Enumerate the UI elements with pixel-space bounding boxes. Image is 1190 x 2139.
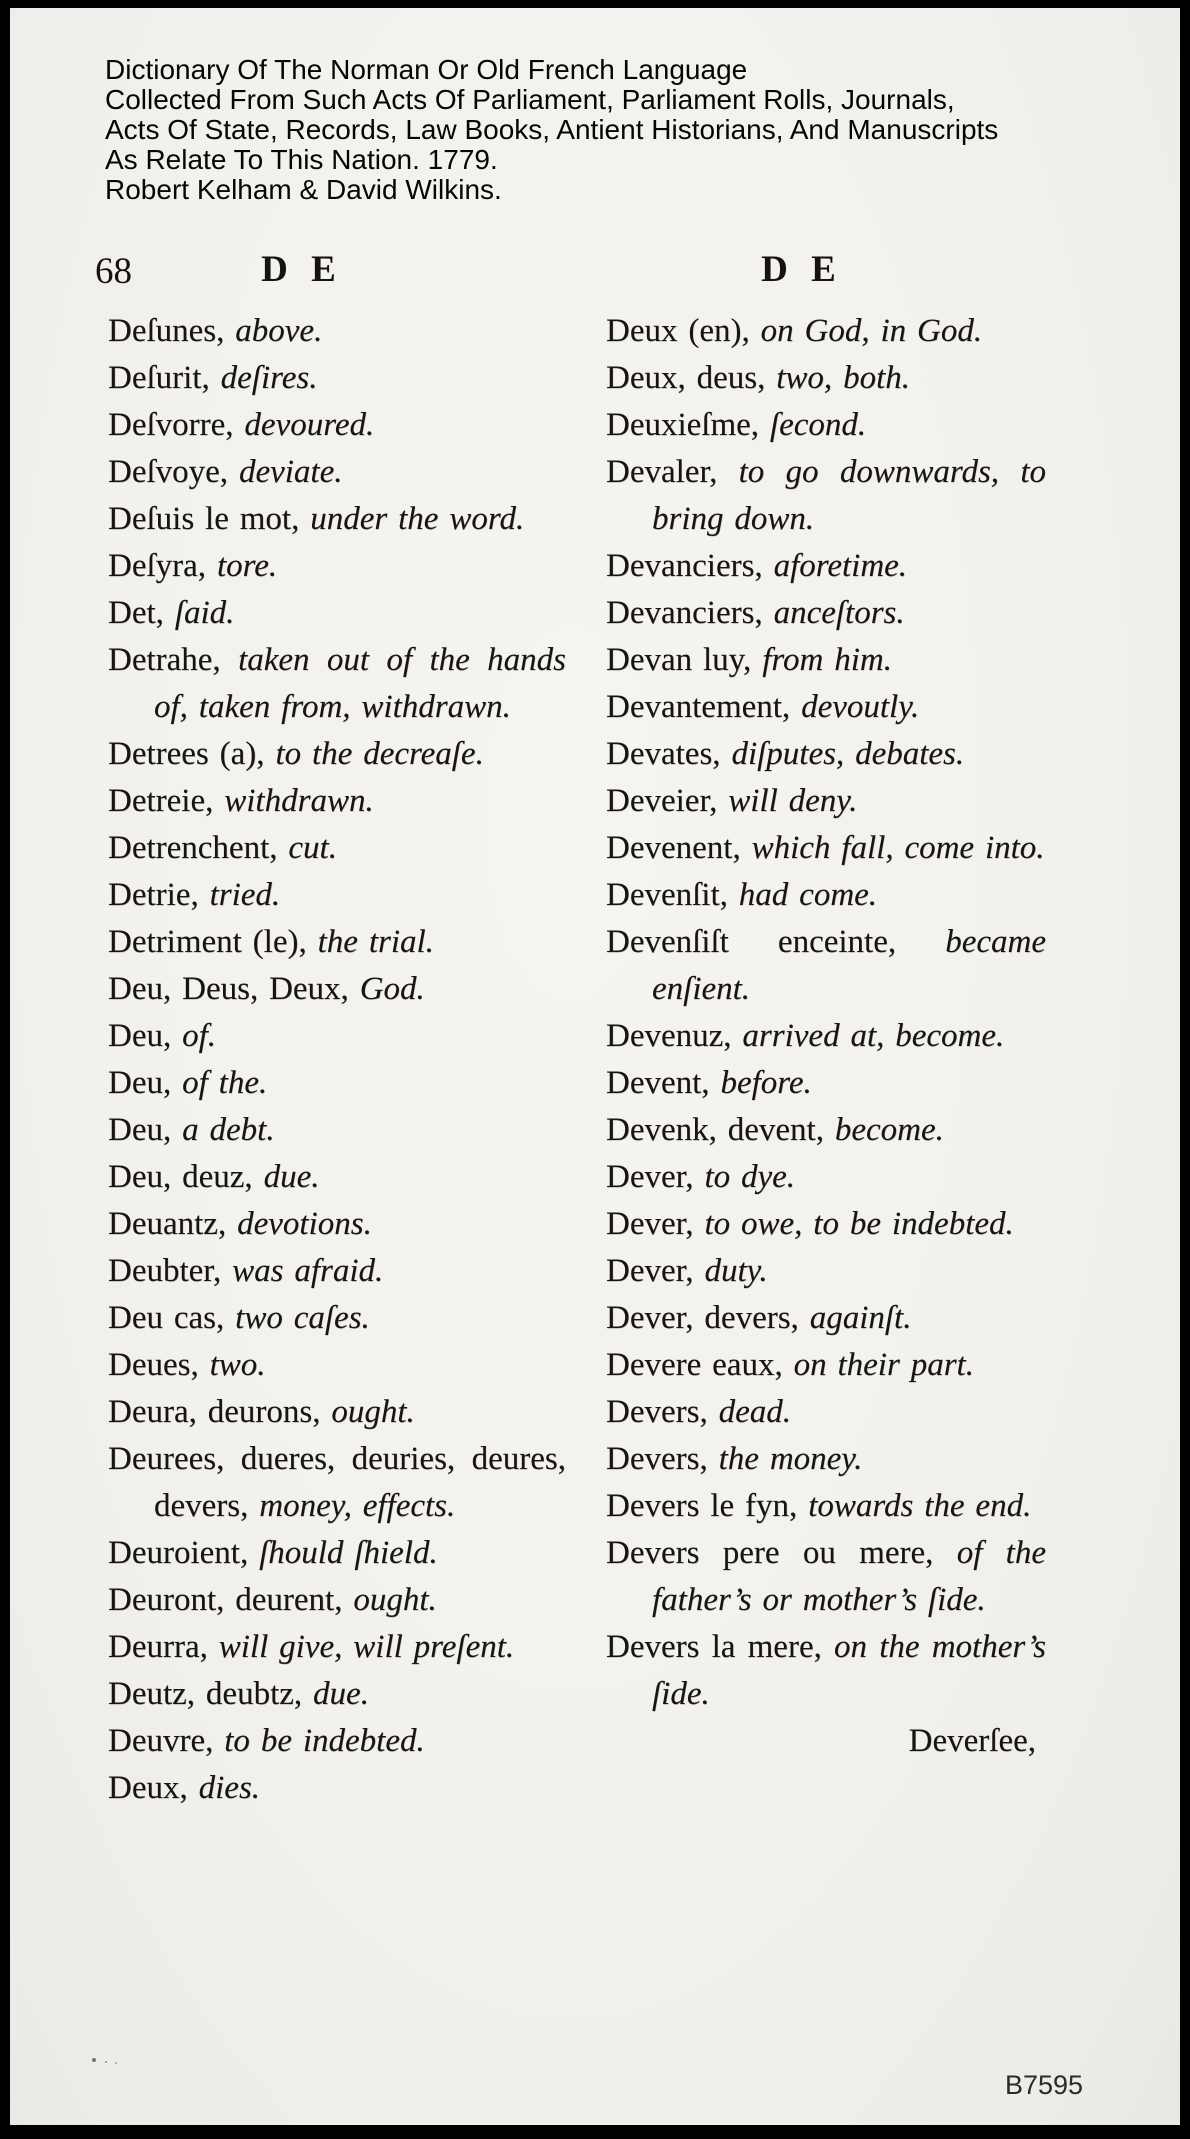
entry-definition: to the decreaſe.	[275, 736, 484, 772]
entry-definition: tore.	[216, 548, 278, 584]
page-number: 68	[95, 251, 132, 292]
entry-definition: withdrawn.	[224, 783, 374, 819]
entry-definition: againſt.	[809, 1300, 912, 1336]
dictionary-entry	[108, 1107, 566, 1154]
entry-definition: above.	[235, 313, 323, 349]
dictionary-entry	[606, 1530, 1046, 1624]
entry-headword: Deveier,	[606, 783, 729, 819]
entry-definition: before.	[720, 1065, 812, 1101]
dictionary-entry	[108, 308, 566, 355]
entry-headword: Deura, deurons,	[108, 1394, 332, 1430]
entry-definition: became enſient.	[652, 924, 1046, 1007]
dictionary-entry	[606, 1342, 1046, 1389]
entry-definition: two, both.	[776, 360, 910, 396]
entry-headword: Deuroient,	[108, 1535, 260, 1571]
dictionary-entry	[108, 1154, 566, 1201]
dictionary-entry	[606, 449, 1046, 543]
dictionary-entry	[606, 308, 1046, 355]
entry-headword: Deux (en),	[606, 313, 761, 349]
entry-headword: Devers le fyn,	[606, 1488, 809, 1524]
entry-definition: due.	[313, 1676, 369, 1712]
dictionary-entry	[108, 1624, 566, 1671]
entry-definition: will deny.	[728, 783, 858, 819]
entry-headword: Deſunes,	[108, 313, 236, 349]
right-column	[606, 308, 1046, 1765]
entry-definition: devoutly.	[801, 689, 920, 725]
entry-definition: deſires.	[220, 360, 318, 396]
entry-headword: Deubter,	[108, 1253, 233, 1289]
entry-definition: a debt.	[182, 1112, 275, 1148]
dictionary-entry	[606, 872, 1046, 919]
entry-headword: Devers la mere,	[606, 1629, 835, 1665]
entry-definition: will give, will preſent.	[218, 1629, 515, 1665]
entry-definition: to be indebted.	[224, 1723, 425, 1759]
dictionary-entry	[606, 543, 1046, 590]
entry-definition: the money.	[718, 1441, 863, 1477]
column-header-right: D E	[761, 249, 843, 290]
entry-headword: Detrahe,	[108, 642, 239, 678]
dictionary-entry	[108, 1013, 566, 1060]
entry-headword: Devanciers,	[606, 548, 774, 584]
dictionary-entry	[108, 1718, 566, 1765]
entry-headword: Devers,	[606, 1441, 719, 1477]
dictionary-entry	[606, 637, 1046, 684]
entry-headword: Dever,	[606, 1159, 705, 1195]
dictionary-entry	[108, 778, 566, 825]
entry-definition: ought.	[331, 1394, 415, 1430]
dictionary-entry	[108, 590, 566, 637]
dictionary-entry	[108, 1295, 566, 1342]
entry-definition: which fall, come into.	[751, 830, 1045, 866]
entry-definition: tried.	[209, 877, 281, 913]
entry-headword: Dever, devers,	[606, 1300, 810, 1336]
entry-headword: Deu, Deus, Deux,	[108, 971, 360, 1007]
entry-definition: on the mother’s ſide.	[652, 1629, 1046, 1712]
scanned-page	[10, 8, 1180, 2125]
entry-headword: Dever,	[606, 1253, 705, 1289]
catchword: Deverſee,	[908, 1723, 1036, 1759]
entry-headword: Detrees (a),	[108, 736, 276, 772]
dictionary-entry	[108, 355, 566, 402]
entry-headword: Devenk, devent,	[606, 1112, 835, 1148]
dictionary-entry	[108, 1201, 566, 1248]
entry-headword: Deſurit,	[108, 360, 221, 396]
entry-headword: Detreie,	[108, 783, 225, 819]
entry-headword: Detrenchent,	[108, 830, 289, 866]
entry-definition: aforetime.	[773, 548, 908, 584]
dictionary-entry	[606, 1624, 1046, 1718]
dictionary-entry	[606, 1295, 1046, 1342]
entry-definition: duty.	[704, 1253, 768, 1289]
entry-definition: dead.	[718, 1394, 792, 1430]
entry-definition: to go downwards, to bring down.	[652, 454, 1046, 537]
dictionary-entry	[108, 1248, 566, 1295]
entry-definition: deviate.	[238, 454, 343, 490]
entry-definition: on God, in God.	[760, 313, 983, 349]
entry-headword: Devaler,	[606, 454, 739, 490]
dictionary-entry	[606, 1013, 1046, 1060]
dictionary-entry	[606, 402, 1046, 449]
dictionary-entry	[606, 684, 1046, 731]
entry-definition: the trial.	[317, 924, 434, 960]
dictionary-entry	[606, 1248, 1046, 1295]
entry-definition: taken out of the hands of, taken from, withdrawn.	[154, 642, 566, 725]
dictionary-entry	[606, 778, 1046, 825]
entry-headword: Deues,	[108, 1347, 210, 1383]
dictionary-entry	[606, 1060, 1046, 1107]
entry-definition: money, effects.	[259, 1488, 456, 1524]
scan-artifact	[92, 2058, 96, 2062]
entry-headword: Devenent,	[606, 830, 752, 866]
entry-definition: from him.	[762, 642, 892, 678]
dictionary-entry	[108, 1060, 566, 1107]
dictionary-entry	[108, 731, 566, 778]
dictionary-entry	[108, 637, 566, 731]
entry-headword: Deux,	[108, 1770, 199, 1806]
entry-headword: Deſyra,	[108, 548, 217, 584]
entry-definition: towards the end.	[808, 1488, 1032, 1524]
scan-id-label: B7595	[1005, 2070, 1084, 2100]
dictionary-entry	[606, 919, 1046, 1013]
entry-headword: Deuront, deurent,	[108, 1582, 354, 1618]
entry-headword: Deu,	[108, 1065, 183, 1101]
entry-definition: two caſes.	[235, 1300, 370, 1336]
entry-headword: Devenſit,	[606, 877, 739, 913]
dictionary-entry	[108, 1342, 566, 1389]
entry-definition: was afraid.	[232, 1253, 384, 1289]
entry-headword: Devan luy,	[606, 642, 763, 678]
entry-definition: of the father’s or mother’s ſide.	[652, 1535, 1046, 1618]
entry-headword: Deurees, dueres, deuries, deures, devers,	[108, 1441, 566, 1524]
dictionary-entry	[606, 1154, 1046, 1201]
entry-definition: had come.	[738, 877, 878, 913]
entry-definition: of the.	[182, 1065, 268, 1101]
entry-definition: anceſtors.	[773, 595, 905, 631]
entry-headword: Devers pere ou mere,	[606, 1535, 957, 1571]
entry-headword: Deu cas,	[108, 1300, 236, 1336]
dictionary-entry	[606, 1389, 1046, 1436]
left-column	[108, 308, 566, 1812]
entry-definition: ſhould ſhield.	[259, 1535, 438, 1571]
entry-headword: Detrie,	[108, 877, 210, 913]
entry-headword: Devenuz,	[606, 1018, 743, 1054]
dictionary-entry	[108, 919, 566, 966]
caption-line: As Relate To This Nation. 1779.	[105, 144, 498, 175]
entry-headword: Devere eaux,	[606, 1347, 794, 1383]
dictionary-entry	[606, 590, 1046, 637]
entry-headword: Dever,	[606, 1206, 705, 1242]
dictionary-entry	[108, 1671, 566, 1718]
dictionary-entry	[108, 449, 566, 496]
entry-definition: dies.	[198, 1770, 261, 1806]
entry-definition: God.	[359, 971, 425, 1007]
entry-headword: Deuvre,	[108, 1723, 225, 1759]
dictionary-entry	[606, 355, 1046, 402]
entry-headword: Deuxieſme,	[606, 407, 770, 443]
column-header-left: D E	[261, 249, 343, 290]
caption-line: Robert Kelham & David Wilkins.	[105, 174, 502, 205]
entry-headword: Deu,	[108, 1112, 183, 1148]
entry-definition: on their part.	[793, 1347, 974, 1383]
entry-definition: ſaid.	[174, 595, 235, 631]
entry-headword: Devanciers,	[606, 595, 774, 631]
entry-headword: Devent,	[606, 1065, 721, 1101]
dictionary-entry	[108, 402, 566, 449]
entry-headword: Deurra,	[108, 1629, 219, 1665]
entry-definition: arrived at, become.	[742, 1018, 1005, 1054]
caption-line: Dictionary Of The Norman Or Old French Language	[105, 54, 748, 85]
dictionary-entry	[108, 543, 566, 590]
entry-definition: ſecond.	[769, 407, 867, 443]
dictionary-entry	[108, 966, 566, 1013]
entry-headword: Deſvoye,	[108, 454, 239, 490]
dictionary-entry	[108, 1389, 566, 1436]
entry-headword: Deu,	[108, 1018, 183, 1054]
entry-definition: under the word.	[310, 501, 525, 537]
dictionary-entry	[606, 1201, 1046, 1248]
dictionary-entry	[108, 872, 566, 919]
entry-definition: devoured.	[244, 407, 375, 443]
right-entries	[606, 308, 1046, 1718]
entry-definition: due.	[263, 1159, 320, 1195]
dictionary-entry	[606, 731, 1046, 778]
entry-headword: Deuantz,	[108, 1206, 238, 1242]
entry-headword: Devenſiſt enceinte,	[606, 924, 946, 960]
dictionary-entry	[108, 496, 566, 543]
dictionary-entry	[108, 1436, 566, 1530]
entry-definition: to dye.	[704, 1159, 796, 1195]
scan-caption-block	[105, 55, 1105, 205]
entry-definition: become.	[834, 1112, 944, 1148]
entry-definition: to owe, to be indebted.	[704, 1206, 1014, 1242]
entry-headword: Deutz, deubtz,	[108, 1676, 314, 1712]
dictionary-entry	[606, 1436, 1046, 1483]
entry-headword: Devates,	[606, 736, 732, 772]
caption-line: Acts Of State, Records, Law Books, Antient Historians, And Manuscripts	[105, 114, 999, 145]
dictionary-entry	[108, 1530, 566, 1577]
entry-definition: two.	[209, 1347, 266, 1383]
entry-definition: devotions.	[237, 1206, 372, 1242]
entry-headword: Deſvorre,	[108, 407, 245, 443]
entry-definition: ought.	[353, 1582, 437, 1618]
entry-headword: Devers,	[606, 1394, 719, 1430]
caption-line: Collected From Such Acts Of Parliament, Parliament Rolls, Journals,	[105, 84, 955, 115]
left-entries	[108, 308, 566, 1812]
dictionary-entry	[606, 1107, 1046, 1154]
dictionary-entry	[108, 1577, 566, 1624]
entry-headword: Deu, deuz,	[108, 1159, 264, 1195]
entry-headword: Devantement,	[606, 689, 802, 725]
entry-headword: Deſuis le mot,	[108, 501, 311, 537]
entry-headword: Deux, deus,	[606, 360, 777, 396]
entry-headword: Detriment (le),	[108, 924, 318, 960]
dictionary-entry	[606, 825, 1046, 872]
entry-headword: Det,	[108, 595, 175, 631]
entry-definition: cut.	[288, 830, 337, 866]
dictionary-entry	[108, 1765, 566, 1812]
entry-definition: diſputes, debates.	[731, 736, 965, 772]
entry-definition: of.	[182, 1018, 217, 1054]
dictionary-entry	[108, 825, 566, 872]
dictionary-entry	[606, 1483, 1046, 1530]
